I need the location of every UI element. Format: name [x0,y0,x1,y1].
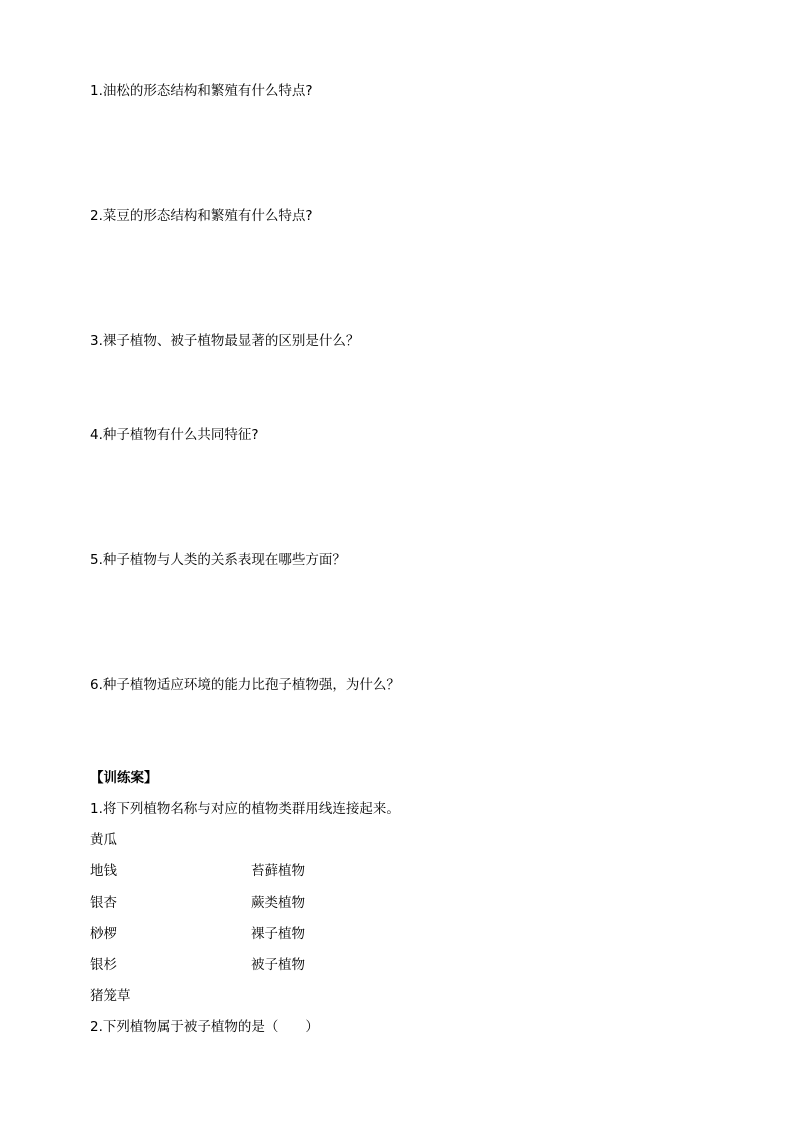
plant-name: 黄瓜 [90,832,117,848]
plant-group: 蕨类植物 [251,895,305,911]
question-5: 5.种子植物与人类的关系表现在哪些方面？ [90,552,346,568]
plant-group: 苔藓植物 [251,863,305,879]
question-6: 6.种子植物适应环境的能力比孢子植物强，为什么？ [90,677,400,693]
plant-name: 银杏 [90,895,117,911]
training-heading: 【训练案】 [90,770,158,786]
plant-name: 猪笼草 [90,988,131,1004]
question-2: 2.菜豆的形态结构和繁殖有什么特点? [90,208,313,224]
question-3: 3.裸子植物、被子植物最显著的区别是什么？ [90,333,360,349]
plant-name: 地钱 [90,863,117,879]
training-question-1: 1.将下列植物名称与对应的植物类群用线连接起来。 [90,801,400,817]
plant-group: 裸子植物 [251,926,305,942]
plant-name: 桫椤 [90,926,117,942]
question-1: 1.油松的形态结构和繁殖有什么特点? [90,83,313,99]
question-4: 4.种子植物有什么共同特征? [90,427,259,443]
training-question-2: 2.下列植物属于被子植物的是（ ） [90,1019,319,1035]
plant-name: 银杉 [90,957,117,973]
plant-group: 被子植物 [251,957,305,973]
